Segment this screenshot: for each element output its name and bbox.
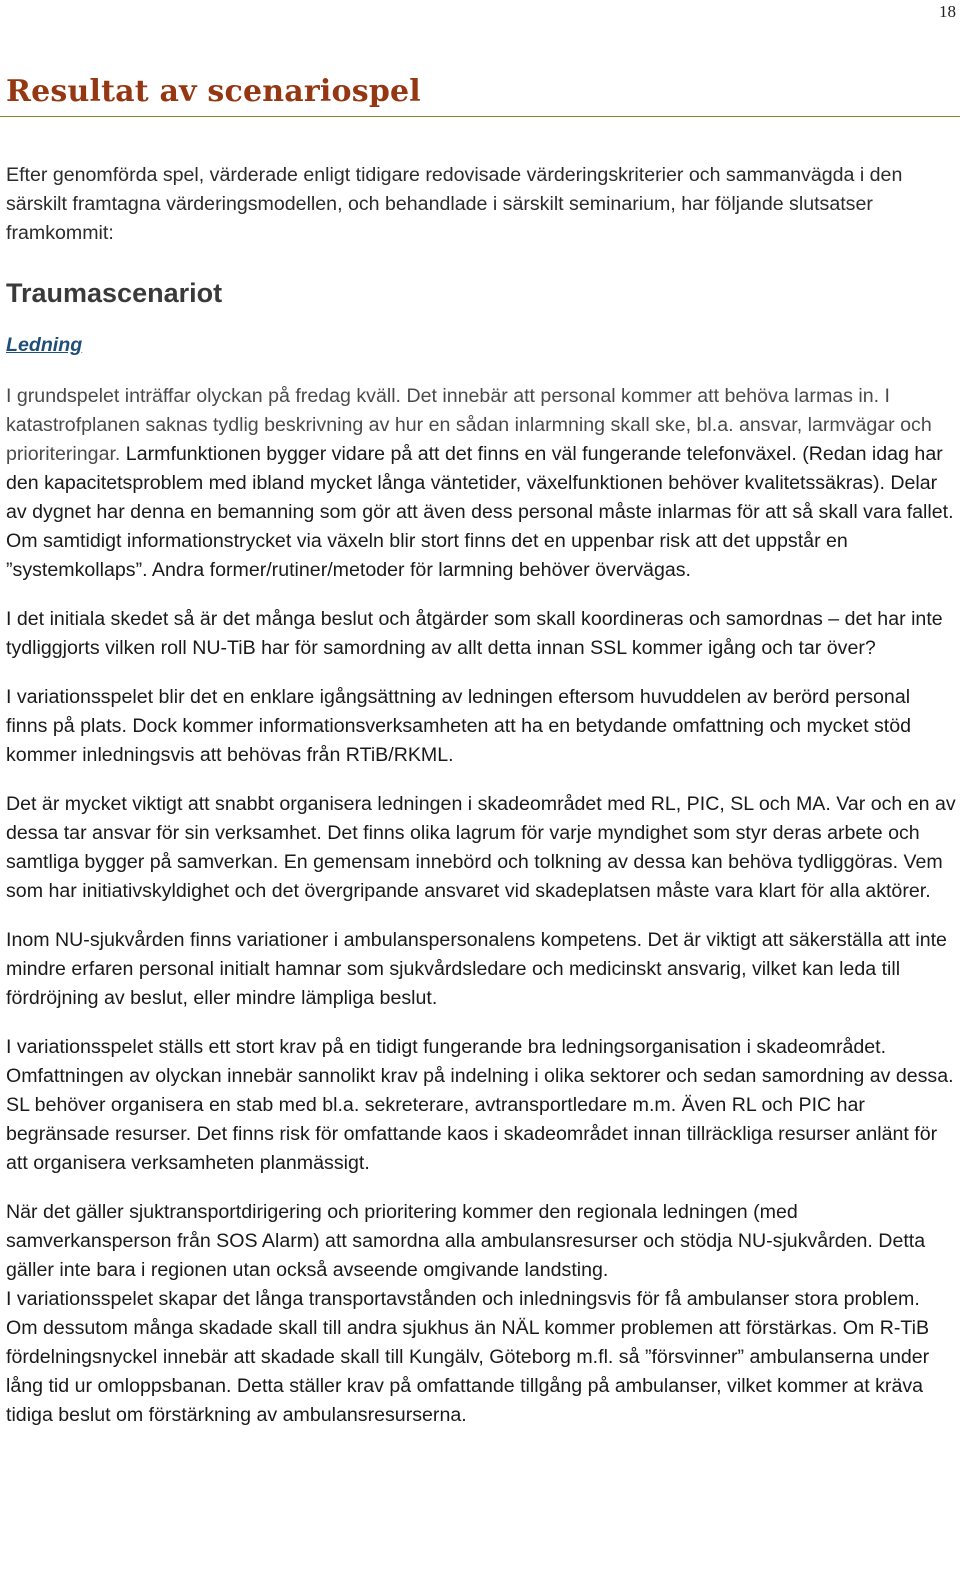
paragraph-transport-dispatch: När det gäller sjuktransportdirigering och prioritering kommer den regionala ledningen (med samverkansperson från SOS Alarm) att samordna alla ambulansresurser och stödja NU-sjukvården. Detta gäller inte bara i regionen utan också avseende omgivande landsting. [6, 1201, 926, 1281]
paragraph-larmning [6, 382, 956, 585]
paragraph-initial-stage: I det initiala skedet så är det många beslut och åtgärder som skall koordineras och samordnas – det har inte tydliggjorts vilken roll NU-TiB har för samordning av allt detta innan SSL kommer igång och tar över? [6, 608, 943, 659]
section-heading: Traumascenariot [6, 278, 223, 308]
paragraph-organize-leadership: Det är mycket viktigt att snabbt organisera ledningen i skadeområdet med RL, PIC, SL och MA. Var och en av dessa tar ansvar för sin verksamhet. Det finns olika lagrum för varje myndighet som styr deras arbete och samtliga bygger på samverkan. En gemensam innebörd och tolkning av dessa kan behöva tydliggöras. Vem som har initiativskyldighet och det övergripande ansvaret vid skadeplatsen måste vara klart för alla aktörer. [6, 793, 956, 902]
paragraph-rest-text: Larmfunktionen bygger vidare på att det finns en väl fungerande telefonväxel. (Redan idag har den kapacitetsproblem med ibland mycket långa väntetider, växelfunktionen behöver kvalitetssäkras). Delar av dygnet har denna en bemanning som gör att även dess personal måste inlarmas för att så skall vara fallet. Om samtidigt informationstrycket via växeln blir stort finns det en uppenbar risk att det uppstår en ”systemkollaps”. Andra former/rutiner/metoder för larmning behöver övervägas. [6, 443, 954, 581]
document-body [6, 161, 956, 1430]
page-number: 18 [939, 2, 956, 21]
sub-heading: Ledning [6, 334, 83, 356]
paragraph-lead-text: I grundspelet inträffar olyckan på fredag kväll. Det innebär att personal kommer att behöva larmas in. I katastrofplanen saknas tydlig beskrivning av hur en sådan inlarmning skall ske, bl.a. ansvar, larmvägar och prioriteringar. [6, 385, 932, 465]
paragraph-transport-distances: I variationsspelet skapar det långa transportavstånden och inledningsvis för få ambulanser stora problem. Om dessutom många skadade skall till andra sjukhus än NÄL kommer problemen att förstärkas. Om R-TiB fördelningsnyckel innebär att skadade skall till Kungälv, Göteborg m.fl. så ”försvinner” ambulanserna under lång tid ur omloppsbanan. Detta ställer krav på omfattande tillgång på ambulanser, vilket kommer at kräva tidiga beslut om förstärkning av ambulansresurserna. [6, 1288, 930, 1426]
intro-paragraph: Efter genomförda spel, värderade enligt tidigare redovisade värderingskriterier och sammanvägda i den särskilt framtagna värderingsmodellen, och behandlade i särskilt seminarium, har följande slutsatser framkommit: [6, 164, 903, 244]
paragraph-variation-start: I variationsspelet blir det en enklare igångsättning av ledningen eftersom huvuddelen av berörd personal finns på plats. Dock kommer informationsverksamheten att ha en betydande omfattning och mycket stöd kommer inledningsvis att behövas från RTiB/RKML. [6, 686, 912, 766]
title-divider [0, 116, 960, 117]
paragraph-leadership-organization: I variationsspelet ställs ett stort krav på en tidigt fungerande bra ledningsorganisation i skadeområdet. Omfattningen av olyckan innebär sannolikt krav på indelning i olika sektorer och sedan samordning av dessa. SL behöver organisera en stab med bl.a. sekreterare, avtransportledare m.m. Även RL och PIC har begränsade resurser. Det finns risk för omfattande kaos i skadeområdet innan tillräckliga resurser anlänt för att organisera verksamheten planmässigt. [6, 1036, 954, 1174]
chapter-title: Resultat av scenariospel [6, 74, 421, 109]
paragraph-ambulance-competence: Inom NU-sjukvården finns variationer i ambulanspersonalens kompetens. Det är viktigt att säkerställa att inte mindre erfaren personal initialt hamnar som sjukvårdsledare och medicinskt ansvarig, vilket kan leda till fördröjning av beslut, eller mindre lämpliga beslut. [6, 929, 947, 1009]
